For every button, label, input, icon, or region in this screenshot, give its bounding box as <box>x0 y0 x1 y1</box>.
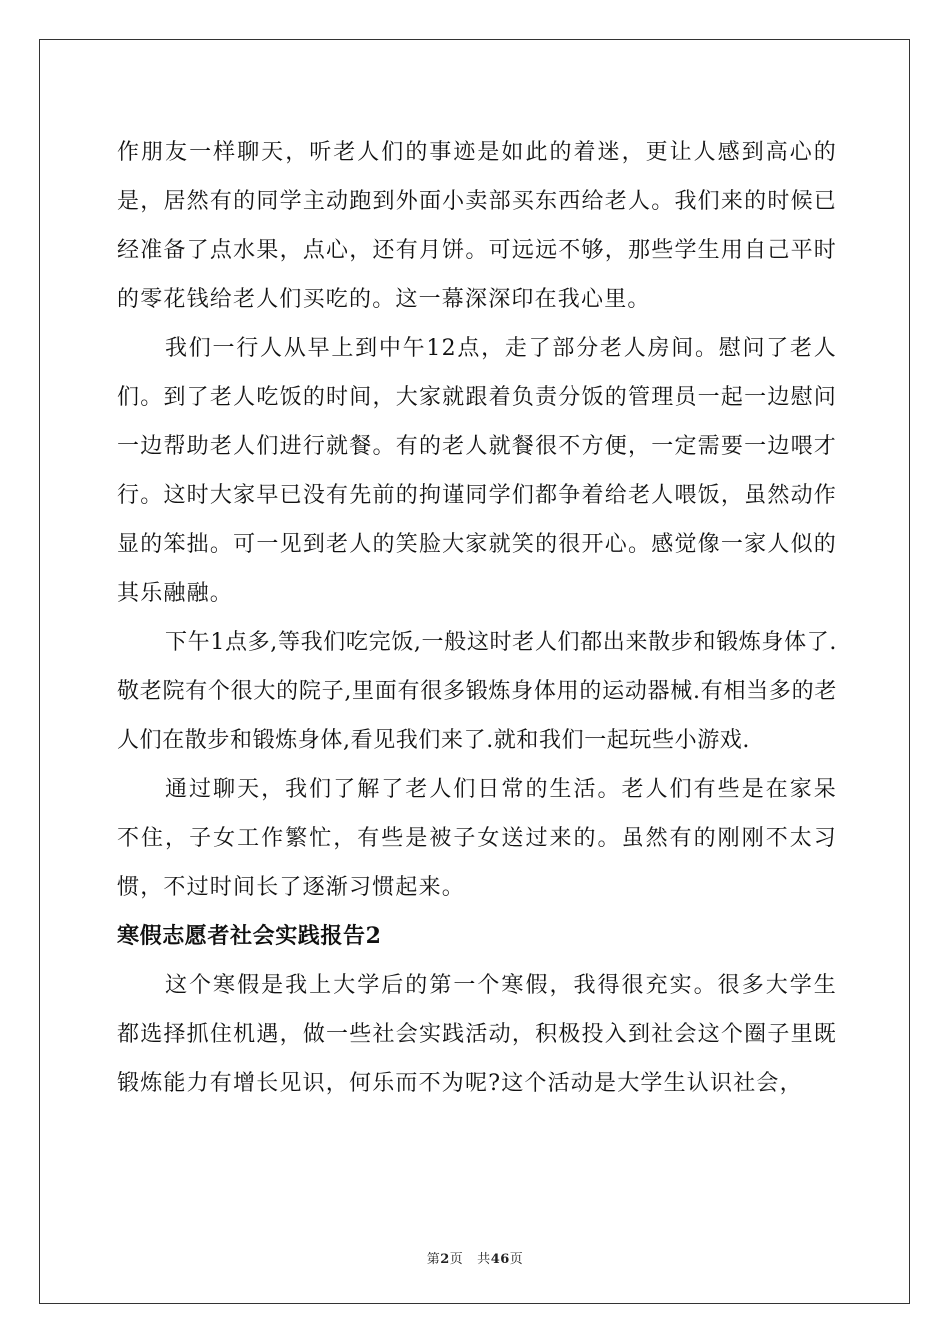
paragraph: 通过聊天，我们了解了老人们日常的生活。老人们有些是在家呆不住，子女工作繁忙，有些是被子女送过来的。虽然有的刚刚不太习惯，不过时间长了逐渐习惯起来。 <box>117 777 837 900</box>
page-prefix: 第 <box>426 1252 441 1267</box>
page-suffix: 页 <box>449 1252 464 1267</box>
paragraph: 我们一行人从早上到中午12点，走了部分老人房间。慰问了老人们。到了老人吃饭的时间，大家就跟着负责分饭的管理员一起一边慰问一边帮助老人们进行就餐。有的老人就餐很不方便，一定需要一边喂才行。这时大家早已没有先前的拘谨同学们都争着给老人喂饭，虽然动作显的笨拙。可一见到老人的笑脸大家就笑的很开心。感觉像一家人似的其乐融融。 <box>117 336 837 606</box>
document-body <box>117 128 837 1108</box>
paragraph: 这个寒假是我上大学后的第一个寒假，我得很充实。很多大学生都选择抓住机遇，做一些社会实践活动，积极投入到社会这个圈子里既锻炼能力有增长见识，何乐而不为呢?这个活动是大学生认识社会， <box>117 973 837 1096</box>
total-pages: 46 <box>490 1252 510 1267</box>
total-prefix: 共 <box>477 1252 491 1267</box>
page-number: 2 <box>440 1252 450 1267</box>
page-footer <box>0 1248 950 1267</box>
paragraph: 下午1点多,等我们吃完饭,一般这时老人们都出来散步和锻炼身体了.敬老院有个很大的院子,里面有很多锻炼身体用的运动器械.有相当多的老人们在散步和锻炼身体,看见我们来了.就和我们一起玩些小游戏. <box>117 630 837 753</box>
paragraph-continued: 作朋友一样聊天，听老人们的事迹是如此的着迷，更让人感到高心的是，居然有的同学主动跑到外面小卖部买东西给老人。我们来的时候已经准备了点水果，点心，还有月饼。可远远不够，那些学生用自己平时的零花钱给老人们买吃的。这一幕深深印在我心里。 <box>117 140 837 312</box>
total-suffix: 页 <box>509 1252 524 1267</box>
section-heading: 寒假志愿者社会实践报告2 <box>117 923 382 949</box>
